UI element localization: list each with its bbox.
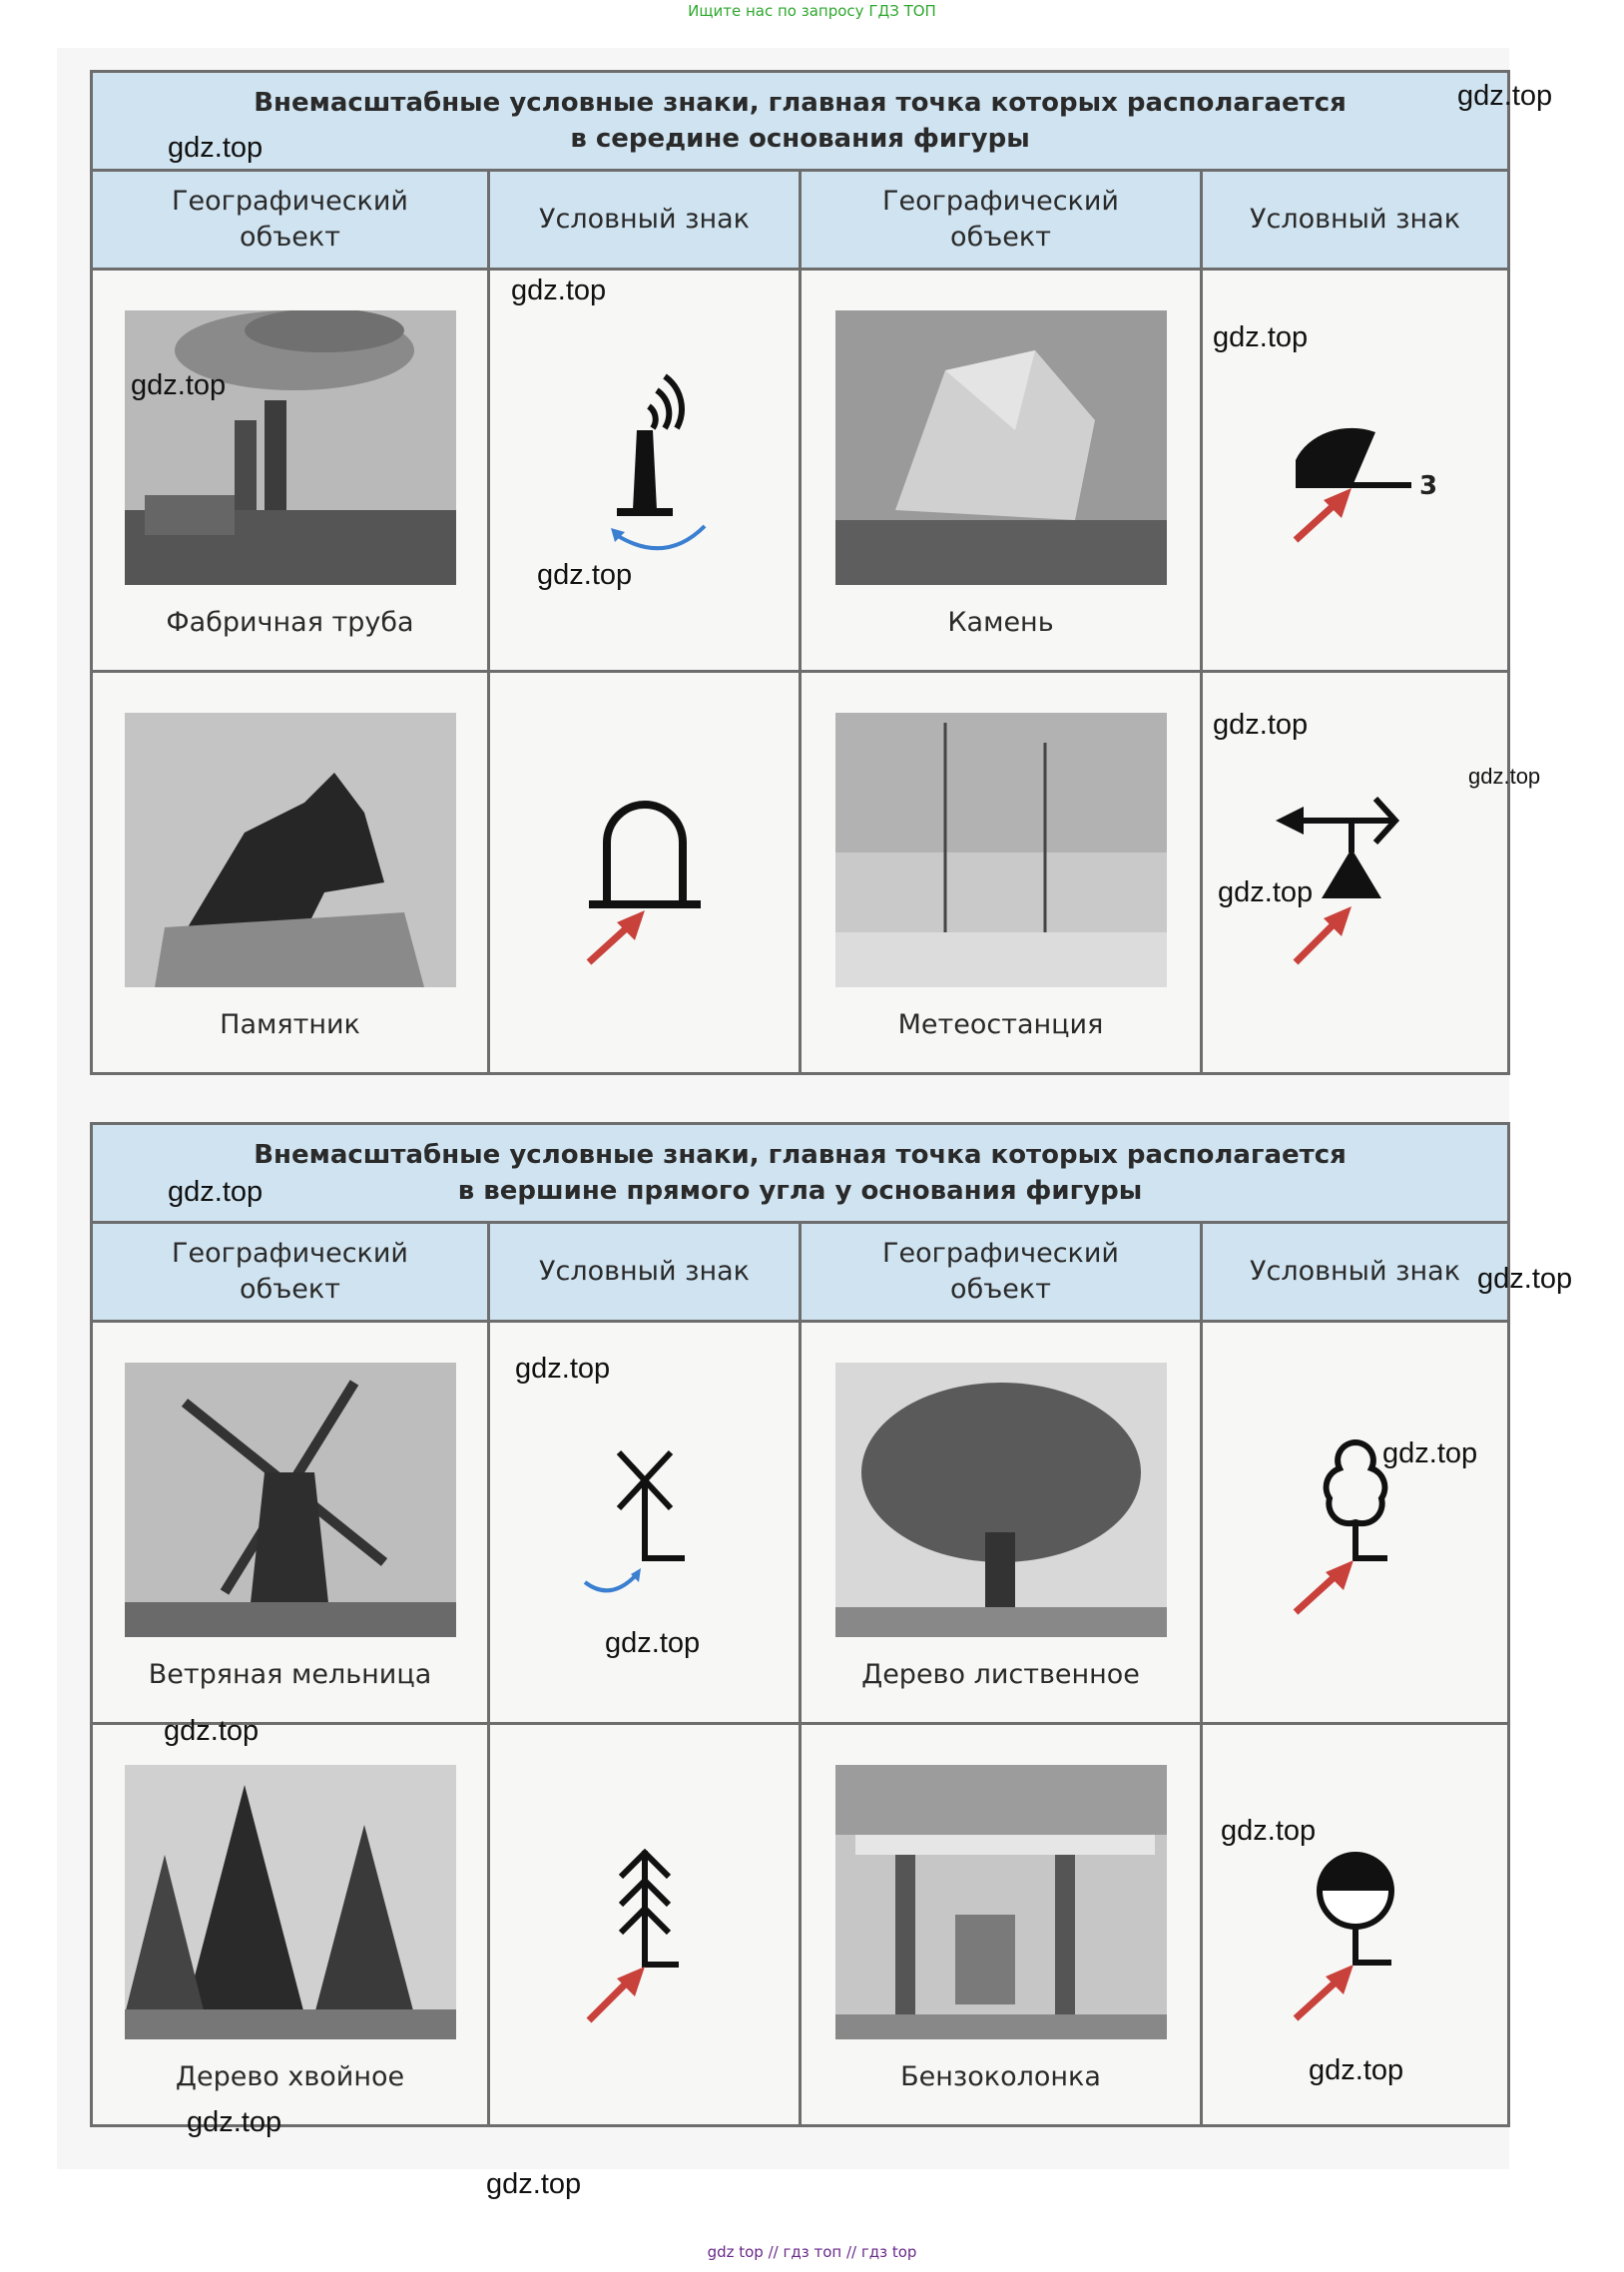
caption-line-1: Внемасштабные условные знаки, главная точка которых располагается bbox=[254, 1140, 1347, 1170]
bottom-link[interactable]: gdz top // гдз топ // гдз top bbox=[707, 2243, 917, 2261]
watermark: gdz.top bbox=[1457, 80, 1553, 112]
watermark: gdz.top bbox=[605, 1627, 701, 1659]
object-stone bbox=[801, 270, 1202, 672]
object-name: Фабричная труба bbox=[166, 607, 414, 638]
watermark: gdz.top bbox=[1477, 1263, 1573, 1295]
sign-tower bbox=[489, 270, 801, 672]
col-object-header: Географический объект bbox=[92, 171, 489, 270]
table-right-angle bbox=[90, 1122, 1510, 2127]
watermark: gdz.top bbox=[1218, 876, 1314, 908]
object-name: Ветряная мельница bbox=[148, 1659, 432, 1690]
table-caption bbox=[92, 72, 1509, 171]
factory-photo bbox=[125, 310, 456, 585]
object-coniferous-tree bbox=[92, 1724, 489, 2126]
object-gas-station bbox=[801, 1724, 1202, 2126]
object-windmill bbox=[92, 1322, 489, 1724]
col-sign-header: Условный знак bbox=[489, 171, 801, 270]
sign-monument bbox=[489, 672, 801, 1074]
col-object-header: Географический объект bbox=[801, 1223, 1202, 1322]
stone-sign-icon bbox=[1256, 370, 1455, 570]
object-name: Дерево хвойное bbox=[175, 2061, 405, 2092]
coniferous-tree-photo bbox=[125, 1765, 456, 2039]
watermark: gdz.top bbox=[168, 1176, 264, 1208]
weather-station-sign-icon bbox=[1256, 773, 1455, 972]
object-monument bbox=[92, 672, 489, 1074]
monument-sign-icon bbox=[545, 773, 745, 972]
caption-line-1: Внемасштабные условные знаки, главная точка которых располагается bbox=[254, 88, 1347, 118]
watermark: gdz.top bbox=[486, 2168, 582, 2200]
watermark: gdz.top bbox=[1382, 1437, 1478, 1469]
stone-sign-label: 3 bbox=[1418, 471, 1437, 501]
watermark: gdz.top bbox=[168, 132, 264, 164]
watermark: gdz.top bbox=[164, 1715, 260, 1747]
sign-coniferous-tree bbox=[489, 1724, 801, 2126]
watermark: gdz.top bbox=[1213, 321, 1309, 353]
object-factory-chimney bbox=[92, 270, 489, 672]
watermark: gdz.top bbox=[537, 559, 633, 591]
object-name: Метеостанция bbox=[897, 1009, 1104, 1040]
top-link[interactable]: Ищите нас по запросу ГДЗ ТОП bbox=[688, 2, 936, 20]
watermark: gdz.top bbox=[1213, 709, 1309, 741]
col-object-header: Географический объект bbox=[801, 171, 1202, 270]
watermark: gdz.top bbox=[1468, 764, 1541, 789]
gas-station-photo bbox=[835, 1765, 1167, 2039]
stone-photo bbox=[835, 310, 1167, 585]
object-name: Бензоколонка bbox=[900, 2061, 1101, 2092]
watermark: gdz.top bbox=[515, 1353, 611, 1385]
watermark: gdz.top bbox=[187, 2106, 282, 2138]
col-sign-header: Условный знак bbox=[489, 1223, 801, 1322]
watermark: gdz.top bbox=[131, 369, 227, 401]
object-name: Камень bbox=[947, 607, 1054, 638]
object-name: Памятник bbox=[220, 1009, 360, 1040]
coniferous-tree-sign-icon bbox=[545, 1825, 745, 2024]
caption-line-2: в середине основания фигуры bbox=[570, 124, 1030, 154]
object-name: Дерево лиственное bbox=[861, 1659, 1140, 1690]
col-sign-header: Условный знак bbox=[1202, 171, 1509, 270]
caption-line-2: в вершине прямого угла у основания фигуры bbox=[457, 1176, 1143, 1206]
tower-sign-icon bbox=[545, 370, 745, 570]
table-center-base bbox=[90, 70, 1510, 1075]
object-deciduous-tree bbox=[801, 1322, 1202, 1724]
monument-photo bbox=[125, 713, 456, 987]
windmill-photo bbox=[125, 1363, 456, 1637]
sign-deciduous-tree bbox=[1202, 1322, 1509, 1724]
watermark: gdz.top bbox=[1221, 1815, 1317, 1847]
col-object-header: Географический объект bbox=[92, 1223, 489, 1322]
weather-station-photo bbox=[835, 713, 1167, 987]
watermark: gdz.top bbox=[511, 275, 607, 306]
gas-station-sign-icon bbox=[1256, 1825, 1455, 2024]
deciduous-tree-photo bbox=[835, 1363, 1167, 1637]
watermark: gdz.top bbox=[1309, 2054, 1404, 2086]
windmill-sign-icon bbox=[545, 1422, 745, 1622]
object-weather-station bbox=[801, 672, 1202, 1074]
table-caption bbox=[92, 1124, 1509, 1223]
col-sign-header: Условный знак bbox=[1202, 1223, 1509, 1322]
